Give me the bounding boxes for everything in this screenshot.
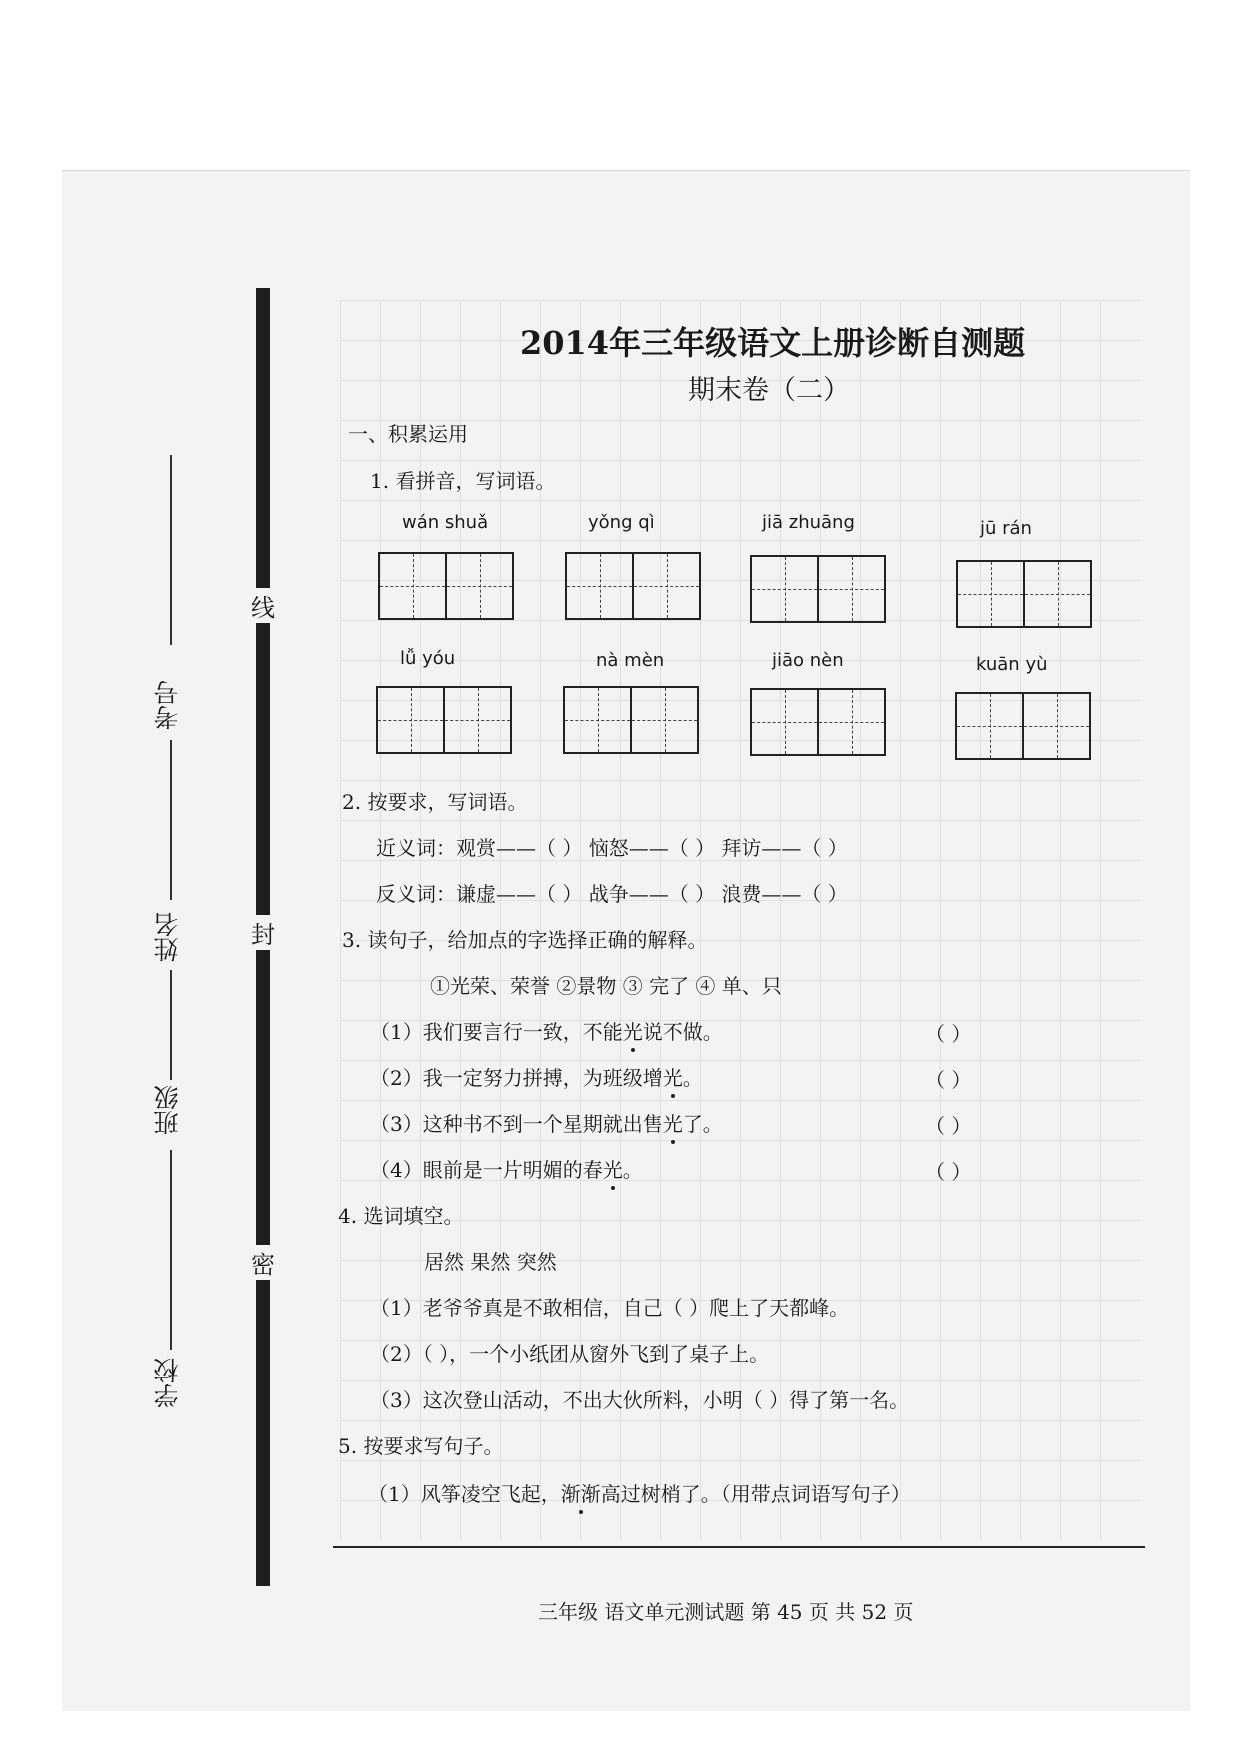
pinyin-label: jiāo nèn: [772, 650, 844, 671]
pinyin-label: lǚ yóu: [400, 648, 456, 669]
seal-mark-secret: 密: [250, 1245, 276, 1280]
char-grid[interactable]: [750, 688, 886, 756]
q4-label: 4. 选词填空。: [338, 1204, 464, 1228]
q3-item: （4）眼前是一片明媚的春光。: [370, 1158, 643, 1182]
q5-label: 5. 按要求写句子。: [338, 1434, 504, 1458]
school-label: 学校: [153, 1358, 182, 1408]
footer-rule: [333, 1546, 1145, 1548]
exam-number-line: [170, 455, 172, 645]
answer-blank[interactable]: （ ）: [925, 1160, 972, 1184]
section-heading: 一、积累运用: [348, 422, 468, 446]
q3-item: （2）我一定努力拼搏，为班级增光。: [370, 1066, 703, 1090]
exam-number-label: 考号: [153, 680, 182, 730]
q4-item: （2）（ ），一个小纸团从窗外飞到了桌子上。: [370, 1342, 770, 1366]
q1-label: 1. 看拼音，写词语。: [370, 469, 556, 493]
school-line: [170, 1150, 172, 1350]
seal-mark-line: 线: [250, 588, 276, 623]
pinyin-label: jū rán: [980, 518, 1032, 539]
answer-blank[interactable]: （ ）: [925, 1068, 972, 1092]
q3-options: ①光荣、荣誉 ②景物 ③ 完了 ④ 单、只: [430, 974, 782, 998]
name-label: 姓名: [153, 912, 182, 962]
pinyin-label: nà mèn: [596, 650, 665, 671]
synonyms-line: 近义词：观赏——（ ） 恼怒——（ ） 拜访——（ ）: [376, 836, 848, 860]
char-grid[interactable]: [750, 555, 886, 623]
q3-item: （3）这种书不到一个星期就出售光了。: [370, 1112, 723, 1136]
q3-item: （1）我们要言行一致，不能光说不做。: [370, 1020, 723, 1044]
q2-label: 2. 按要求，写词语。: [342, 790, 528, 814]
char-grid[interactable]: [376, 686, 512, 754]
q5-item: （1）风筝凌空飞起，渐渐高过树梢了。（用带点词语写句子）: [368, 1482, 911, 1506]
page-title: 2014年三年级语文上册诊断自测题: [520, 324, 1026, 362]
pinyin-label: wán shuǎ: [402, 512, 489, 533]
class-label: 班级: [153, 1085, 182, 1135]
q4-item: （3）这次登山活动，不出大伙所料，小明（ ）得了第一名。: [370, 1388, 910, 1412]
class-line: [170, 970, 172, 1080]
q3-label: 3. 读句子，给加点的字选择正确的解释。: [342, 928, 708, 952]
char-grid[interactable]: [565, 552, 701, 620]
char-grid[interactable]: [563, 686, 699, 754]
char-grid[interactable]: [378, 552, 514, 620]
q4-item: （1）老爷爷真是不敢相信，自己（ ）爬上了天都峰。: [370, 1296, 850, 1320]
page-subtitle: 期末卷（二）: [688, 375, 850, 406]
antonyms-line: 反义词：谦虚——（ ） 战争——（ ） 浪费——（ ）: [376, 882, 848, 906]
pinyin-label: yǒng qì: [588, 512, 655, 533]
footer-text: 三年级 语文单元测试题 第 45 页 共 52 页: [538, 1600, 914, 1624]
answer-blank[interactable]: （ ）: [925, 1022, 972, 1046]
char-grid[interactable]: [956, 560, 1092, 628]
q4-words: 居然 果然 突然: [424, 1250, 557, 1274]
seal-mark-seal: 封: [250, 915, 276, 950]
pinyin-label: kuān yù: [976, 654, 1048, 675]
char-grid[interactable]: [955, 692, 1091, 760]
name-line: [170, 740, 172, 900]
pinyin-label: jiā zhuāng: [762, 512, 855, 533]
answer-blank[interactable]: （ ）: [925, 1114, 972, 1138]
